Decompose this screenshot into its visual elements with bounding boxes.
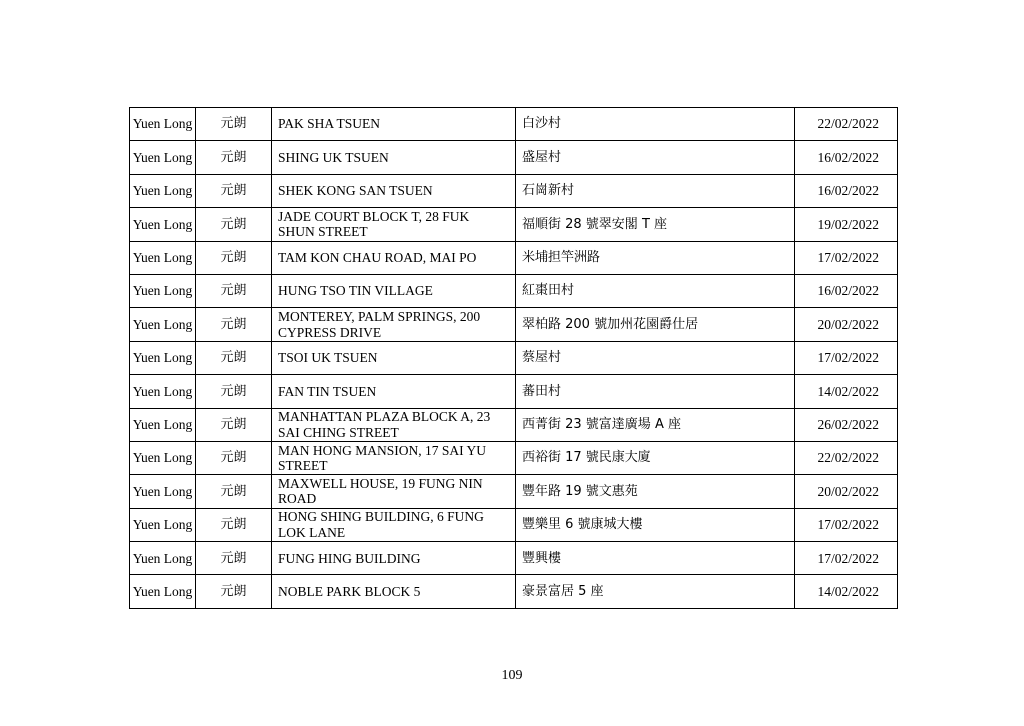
date-cell: 17/02/2022 [795, 241, 898, 274]
building-name-en-cell: TAM KON CHAU ROAD, MAI PO [272, 241, 516, 274]
district-en-cell: Yuen Long [130, 141, 196, 174]
table-body [130, 108, 898, 609]
district-zh-cell: 元朗 [196, 408, 272, 441]
district-zh-cell: 元朗 [196, 274, 272, 307]
building-name-en-cell: MAN HONG MANSION, 17 SAI YU STREET [272, 441, 516, 474]
building-name-zh-cell: 福順街 28 號翠安閣 T 座 [516, 208, 795, 241]
district-en-cell: Yuen Long [130, 208, 196, 241]
building-name-zh-cell: 蕃田村 [516, 375, 795, 408]
district-zh-cell: 元朗 [196, 241, 272, 274]
date-cell: 20/02/2022 [795, 308, 898, 341]
date-cell: 17/02/2022 [795, 341, 898, 374]
district-zh-cell: 元朗 [196, 508, 272, 541]
date-cell: 26/02/2022 [795, 408, 898, 441]
building-name-zh-cell: 蔡屋村 [516, 341, 795, 374]
date-cell: 20/02/2022 [795, 475, 898, 508]
building-name-en-cell: MAXWELL HOUSE, 19 FUNG NIN ROAD [272, 475, 516, 508]
building-name-en-cell: TSOI UK TSUEN [272, 341, 516, 374]
district-zh-cell: 元朗 [196, 441, 272, 474]
district-zh-cell: 元朗 [196, 174, 272, 207]
district-zh-cell: 元朗 [196, 542, 272, 575]
district-en-cell: Yuen Long [130, 475, 196, 508]
building-name-en-cell: JADE COURT BLOCK T, 28 FUK SHUN STREET [272, 208, 516, 241]
table-row [130, 208, 898, 241]
building-name-zh-cell: 盛屋村 [516, 141, 795, 174]
building-name-zh-cell: 米埔担竿洲路 [516, 241, 795, 274]
district-en-cell: Yuen Long [130, 542, 196, 575]
district-zh-cell: 元朗 [196, 475, 272, 508]
building-name-en-cell: MANHATTAN PLAZA BLOCK A, 23 SAI CHING STREET [272, 408, 516, 441]
district-zh-cell: 元朗 [196, 375, 272, 408]
building-name-en-cell: FUNG HING BUILDING [272, 542, 516, 575]
building-name-en-cell: NOBLE PARK BLOCK 5 [272, 575, 516, 608]
district-en-cell: Yuen Long [130, 375, 196, 408]
district-en-cell: Yuen Long [130, 308, 196, 341]
building-name-en-cell: HONG SHING BUILDING, 6 FUNG LOK LANE [272, 508, 516, 541]
table-row [130, 241, 898, 274]
building-name-en-cell: HUNG TSO TIN VILLAGE [272, 274, 516, 307]
district-zh-cell: 元朗 [196, 575, 272, 608]
date-cell: 16/02/2022 [795, 274, 898, 307]
date-cell: 22/02/2022 [795, 108, 898, 141]
district-zh-cell: 元朗 [196, 108, 272, 141]
date-cell: 17/02/2022 [795, 508, 898, 541]
building-name-zh-cell: 白沙村 [516, 108, 795, 141]
building-name-en-cell: SHING UK TSUEN [272, 141, 516, 174]
building-name-en-cell: FAN TIN TSUEN [272, 375, 516, 408]
date-cell: 17/02/2022 [795, 542, 898, 575]
table-row [130, 441, 898, 474]
date-cell: 19/02/2022 [795, 208, 898, 241]
date-cell: 16/02/2022 [795, 141, 898, 174]
building-name-en-cell: PAK SHA TSUEN [272, 108, 516, 141]
district-en-cell: Yuen Long [130, 174, 196, 207]
building-name-zh-cell: 西裕街 17 號民康大廈 [516, 441, 795, 474]
table-row [130, 341, 898, 374]
building-name-zh-cell: 紅棗田村 [516, 274, 795, 307]
buildings-table [129, 107, 898, 609]
district-en-cell: Yuen Long [130, 274, 196, 307]
district-zh-cell: 元朗 [196, 208, 272, 241]
building-name-zh-cell: 西菁街 23 號富達廣場 A 座 [516, 408, 795, 441]
date-cell: 14/02/2022 [795, 375, 898, 408]
building-name-zh-cell: 豪景富居 5 座 [516, 575, 795, 608]
table-row [130, 575, 898, 608]
district-zh-cell: 元朗 [196, 341, 272, 374]
district-en-cell: Yuen Long [130, 508, 196, 541]
table-row [130, 375, 898, 408]
date-cell: 14/02/2022 [795, 575, 898, 608]
date-cell: 22/02/2022 [795, 441, 898, 474]
building-name-zh-cell: 石崗新村 [516, 174, 795, 207]
table-row [130, 408, 898, 441]
district-zh-cell: 元朗 [196, 141, 272, 174]
building-name-zh-cell: 豐興樓 [516, 542, 795, 575]
building-name-en-cell: SHEK KONG SAN TSUEN [272, 174, 516, 207]
table-row [130, 174, 898, 207]
page-number: 109 [501, 668, 523, 683]
table-row [130, 475, 898, 508]
district-en-cell: Yuen Long [130, 341, 196, 374]
building-name-zh-cell: 豐樂里 6 號康城大樓 [516, 508, 795, 541]
table-row [130, 108, 898, 141]
table-row [130, 542, 898, 575]
date-cell: 16/02/2022 [795, 174, 898, 207]
district-en-cell: Yuen Long [130, 575, 196, 608]
table-row [130, 308, 898, 341]
district-en-cell: Yuen Long [130, 108, 196, 141]
building-name-zh-cell: 翠柏路 200 號加州花園爵仕居 [516, 308, 795, 341]
building-name-zh-cell: 豐年路 19 號文惠苑 [516, 475, 795, 508]
table-row [130, 508, 898, 541]
district-zh-cell: 元朗 [196, 308, 272, 341]
district-en-cell: Yuen Long [130, 241, 196, 274]
table-row [130, 274, 898, 307]
table-row [130, 141, 898, 174]
building-name-en-cell: MONTEREY, PALM SPRINGS, 200 CYPRESS DRIVE [272, 308, 516, 341]
district-en-cell: Yuen Long [130, 441, 196, 474]
district-en-cell: Yuen Long [130, 408, 196, 441]
